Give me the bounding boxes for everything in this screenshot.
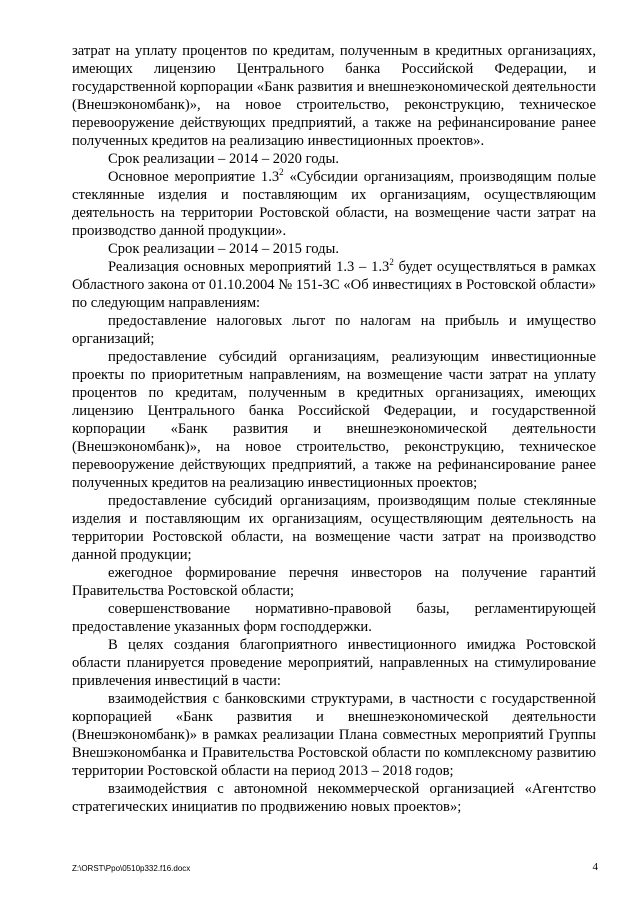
superscript: 2 (279, 167, 284, 177)
document-body (72, 42, 596, 816)
paragraph: Срок реализации – 2014 – 2015 годы. (108, 241, 339, 257)
list-item: предоставление налоговых льгот по налогам на прибыль и имущество организаций; (72, 313, 596, 347)
list-item: взаимодействия с банковскими структурами, в частности с государственной корпорацией «Банк развития и внешнеэкономической деятельности (Внешэкономбанк)» в рамках реализации Плана совместных мероприятий Группы Внешэкономбанка и Правительства Ростовской области по комплексному развитию территории Ростовской области на период 2013 – 2018 годов; (72, 691, 596, 779)
paragraph: Срок реализации – 2014 – 2020 годы. (108, 151, 339, 167)
footer-file-path: Z:\ORST\Ppo\0510p332.f16.docx (72, 864, 191, 873)
paragraph: затрат на уплату процентов по кредитам, полученным в кредитных организациях, имеющих лицензию Центрального банка Российской Федерации, и государственной корпорации «Банк развития и внешнеэкономической деятельности (Внешэкономбанк)», на новое строительство, реконструкцию, техническое перевооружение действующих предприятий, а также на рефинансирование ранее полученных кредитов на реализацию инвестиционных проектов». (72, 43, 596, 149)
paragraph: В целях создания благоприятного инвестиционного имиджа Ростовской области планируется проведение мероприятий, направленных на стимулирование привлечения инвестиций в части: (72, 637, 596, 689)
superscript: 2 (389, 257, 394, 267)
list-item: предоставление субсидий организациям, реализующим инвестиционные проекты по приоритетным направлениям, на возмещение части затрат на уплату процентов по кредитам, полученным в кредитных организациях, имеющих лицензию Центрального банка Российской Федерации, и государственной корпорации «Банк развития и внешнеэкономической деятельности (Внешэкономбанк)», на новое строительство, реконструкцию, техническое перевооружение действующих предприятий, а также на рефинансирование ранее полученных кредитов на реализацию инвестиционных проектов; (72, 349, 596, 491)
paragraph-text: «Субсидии организациям, производящим полые стеклянные изделия и поставляющим их организациям, осуществляющим деятельность на территории Ростовской области, на возмещение части затрат на производство данной продукции». (72, 169, 596, 239)
list-item: ежегодное формирование перечня инвесторов на получение гарантий Правительства Ростовской области; (72, 565, 596, 599)
paragraph (72, 258, 596, 312)
list-item: взаимодействия с автономной некоммерческой организацией «Агентство стратегических инициатив по продвижению новых проектов»; (72, 781, 596, 815)
list-item: совершенствование нормативно-правовой базы, регламентирующей предоставление указанных форм господдержки. (72, 601, 596, 635)
page-number: 4 (592, 861, 598, 873)
paragraph-text: Реализация основных мероприятий 1.3 – 1.3 (108, 259, 390, 275)
list-item: предоставление субсидий организациям, производящим полые стеклянные изделия и поставляющим их организациям, осуществляющим деятельность на территории Ростовской области, на возмещение части затрат на производство данной продукции; (72, 493, 596, 563)
paragraph (72, 168, 596, 240)
paragraph-text: Основное мероприятие 1.3 (108, 169, 280, 185)
paragraph-text: будет осуществляться в рамках Областного закона от 01.10.2004 № 151-ЗС «Об инвестициях в Ростовской области» по следующим направлениям: (72, 259, 596, 311)
